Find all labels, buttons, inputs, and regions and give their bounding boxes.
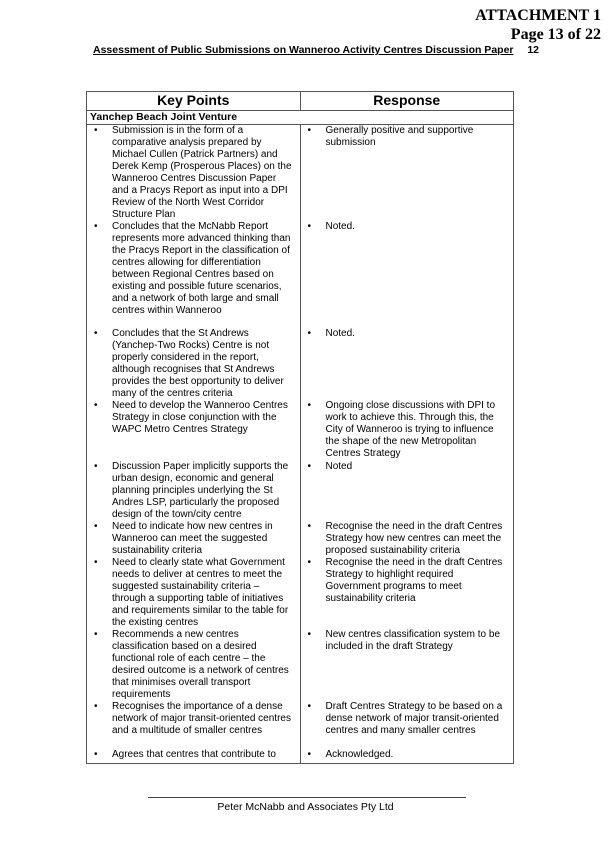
response-cell [300,749,514,764]
response-cell [300,557,514,629]
response-cell [300,400,514,461]
table-header-row [87,92,514,111]
response-text: • Generally positive and supportive submission [301,125,514,149]
response-cell [300,461,514,521]
response-cell [300,328,514,400]
attachment-title: ATTACHMENT 1 [475,7,601,24]
key-point-cell [87,461,301,521]
table-row [87,221,514,328]
response-text: • New centres classification system to be included in the draft Strategy [301,629,514,653]
attachment-page: Page 13 of 22 [510,26,601,43]
key-point-text: • Need to clearly state what Government needs to deliver at centres to meet the suggested sustainability criteria – through a supporting table of initiatives and requirements similar to the table for the existing centres [87,557,300,629]
table-row [87,749,514,764]
footer-rule [148,797,466,798]
key-point-text: • Concludes that the McNabb Report represents more advanced thinking than the Pracys Report in the classification of centres allowing for differentiation between Regional Centres based on existing and possible future scenarios, and a network of both large and small centres within Wanneroo [87,221,300,317]
footer-text: Peter McNabb and Associates Pty Ltd [217,801,394,813]
group-row [87,111,514,125]
key-point-cell [87,701,301,749]
response-text: • Noted. [301,221,514,233]
key-point-text: • Need to develop the Wanneroo Centres Strategy in close conjunction with the WAPC Metro Centres Strategy [87,400,300,436]
running-header-page-number: 12 [527,44,539,56]
key-points-header: Key Points [87,92,301,111]
table-row [87,400,514,461]
key-point-cell [87,221,301,328]
key-point-text: • Agrees that centres that contribute to [87,749,300,761]
running-header [93,44,539,56]
key-point-cell [87,328,301,400]
key-point-cell [87,125,301,222]
response-text: • Noted [301,461,514,473]
table-row [87,125,514,222]
response-text: • Noted. [301,328,514,340]
key-point-text: • Discussion Paper implicitly supports the urban design, economic and general planning principles underlying the St Andres LSP, particularly the proposed design of the town/city centre [87,461,300,521]
key-point-cell [87,521,301,557]
table-row [87,328,514,400]
key-point-text: • Submission is in the form of a comparative analysis prepared by Michael Cullen (Patrick Partners) and Derek Kemp (Prosperous Places) on the Wanneroo Centres Discussion Paper and a Pracys Report as input into a DPI Review of the North West Corridor Structure Plan [87,125,300,221]
key-point-cell [87,400,301,461]
key-point-cell [87,629,301,701]
key-point-cell [87,749,301,764]
response-text: • Ongoing close discussions with DPI to work to achieve this. Through this, the City of Wanneroo is trying to influence the shape of the new Metropolitan Centres Strategy [301,400,514,460]
table-row [87,701,514,749]
key-point-text: • Recommends a new centres classification based on a desired functional role of each centre – the desired outcome is a network of centres that minimises overall transport requirements [87,629,300,701]
table-row [87,629,514,701]
table-row [87,521,514,557]
response-text: • Recognise the need in the draft Centres Strategy to highlight required Government programs to meet sustainability criteria [301,557,514,605]
key-point-text: • Need to indicate how new centres in Wanneroo can meet the suggested sustainability criteria [87,521,300,557]
response-header: Response [300,92,514,111]
response-cell [300,629,514,701]
response-text: • Recognise the need in the draft Centres Strategy how new centres can meet the proposed sustainability criteria [301,521,514,557]
submissions-table [86,91,514,764]
response-cell [300,701,514,749]
key-point-text: • Concludes that the St Andrews (Yanchep-Two Rocks) Centre is not properly considered in the report, although recognises that St Andrews provides the best opportunity to deliver many of the centres criteria [87,328,300,400]
attachment-label-block [475,6,601,44]
running-header-title: Assessment of Public Submissions on Wanneroo Activity Centres Discussion Paper [93,44,514,56]
key-point-cell [87,557,301,629]
key-point-text: • Recognises the importance of a dense network of major transit-oriented centres and a multitude of smaller centres [87,701,300,737]
group-title: Yanchep Beach Joint Venture [87,111,514,125]
response-cell [300,521,514,557]
response-text: • Draft Centres Strategy to be based on a dense network of major transit-oriented centres and many smaller centres [301,701,514,737]
table-row [87,557,514,629]
response-cell [300,221,514,328]
response-text: • Acknowledged. [301,749,514,761]
response-cell [300,125,514,222]
table-row [87,461,514,521]
